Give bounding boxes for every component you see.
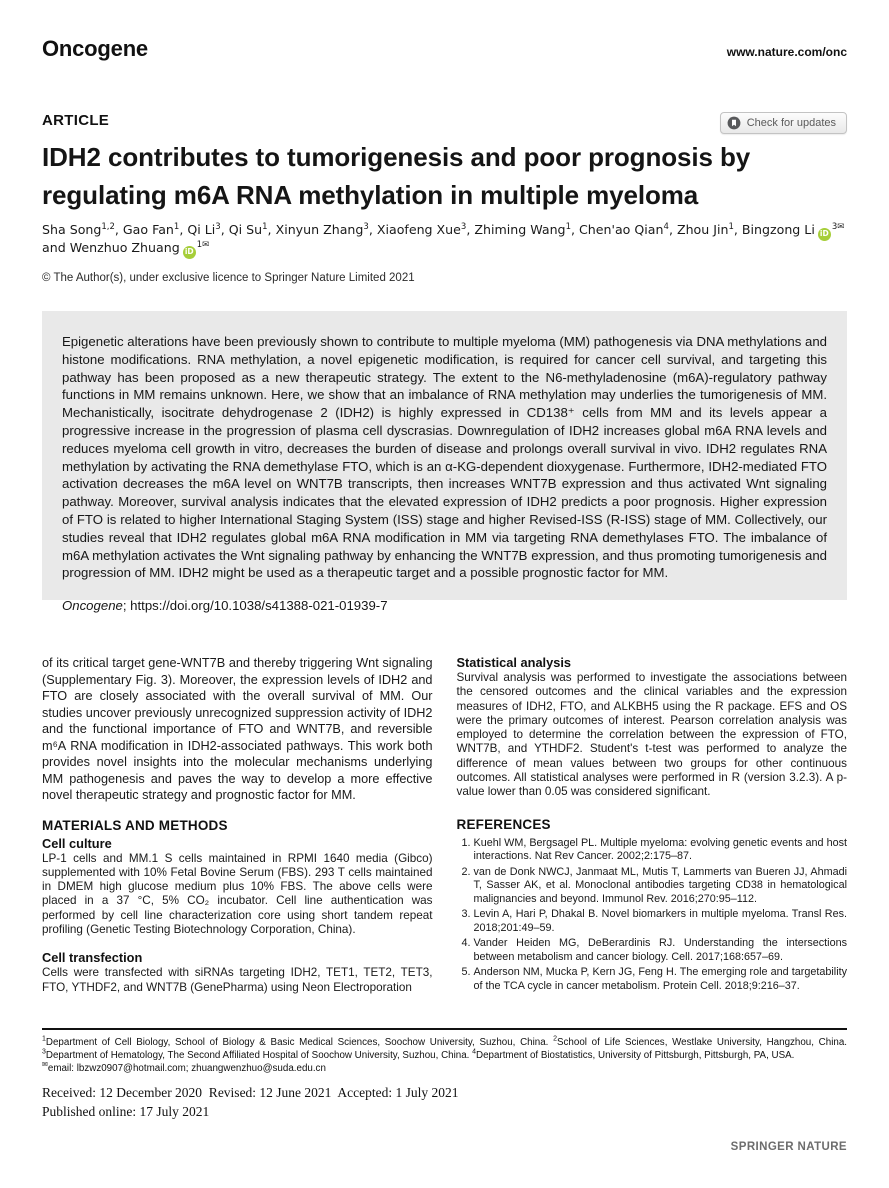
reference-item: 1. Kuehl WM, Bergsagel PL. Multiple myeloma: evolving genetic events and host interactions. Nat Rev Cancer. 2002;2:175–87.: [474, 837, 848, 864]
left-column: [42, 655, 433, 1008]
author-name: Zhiming Wang: [474, 222, 566, 237]
right-column: [457, 655, 848, 1008]
author-affiliation-sup: 1: [565, 221, 571, 232]
materials-methods-heading: MATERIALS AND METHODS: [42, 817, 228, 833]
reference-item: 5. Anderson NM, Mucka P, Kern JG, Feng H. The emerging role and targetability of the TCA cycle in cancer metabolism. Protein Cell. 2018;9:216–37.: [474, 966, 848, 993]
author-affiliation-sup: 4: [663, 221, 669, 232]
check-for-updates-label: Check for updates: [746, 117, 836, 129]
article-title-line2: regulating m6A RNA methylation in multiple myeloma: [42, 180, 699, 211]
check-for-updates-badge[interactable]: [720, 112, 847, 134]
affiliation-sup: 2: [553, 1035, 557, 1043]
author-name: Bingzong Li: [741, 222, 815, 237]
author-name: Wenzhuo Zhuang: [69, 240, 180, 255]
copyright-line: © The Author(s), under exclusive licence to Springer Nature Limited 2021: [42, 272, 415, 284]
reference-item: 2. van de Donk NWCJ, Janmaat ML, Mutis T, Lammerts van Bueren JJ, Ahmadi T, Sasser AK, et al. Monoclonal antibodies targeting CD38 in hematological malignancies and beyond. Immunol Rev. 2016;270:95–112.: [474, 866, 848, 907]
author-name: Sha Song: [42, 222, 102, 237]
article-title: [42, 138, 832, 215]
cell-culture-heading: Cell culture: [42, 835, 112, 851]
author-name: Gao Fan: [122, 222, 174, 237]
received-dates-line: Received: 12 December 2020 Revised: 12 June 2021 Accepted: 1 July 2021: [42, 1085, 459, 1100]
cell-culture-paragraph: LP-1 cells and MM.1 S cells maintained in RPMI 1640 media (Gibco) supplemented with 10% Fetal Bovine Serum (FBS). 293 T cells maintained in DMEM high glucose medium plus 10% FBS. The above cells were placed in a 37 °C, 5% CO₂ incubator. Cell line authentication was performed by cell line characterization core using short tandem repeat profiling (Genetic Testing Biotechnology Corporation, China).: [42, 851, 433, 936]
journal-url-link[interactable]: www.nature.com/onc: [726, 45, 847, 59]
orcid-icon[interactable]: iD: [183, 246, 196, 259]
author-affiliation-sup: 3: [460, 221, 467, 232]
article-type-row: [42, 112, 847, 134]
article-title-line1: IDH2 contributes to tumorigenesis and poor prognosis by: [42, 142, 751, 172]
intro-continuation-paragraph: of its critical target gene-WNT7B and thereby triggering Wnt signaling (Supplementary Fig. 3). Moreover, the expression levels of IDH2 and FTO are closely associated with the overall survival of MM. Our studies uncover previously unrecognized suppression activity of IDH2 and the functional importance of FTO and WNT7B, and reversible m⁶A RNA modification in IDH2-associated pathways. This work both provides novel insights into the molecular mechanisms underlying MM pathogenesis and paves the way to develop a more effective novel therapeutic strategy and prognostic factor for MM.: [42, 656, 433, 802]
article-type-label: ARTICLE: [42, 112, 110, 129]
doi-line: [62, 598, 827, 613]
author-name: Xiaofeng Xue: [376, 222, 461, 237]
author-name: Qi Li: [187, 222, 216, 237]
author-affiliation-sup: 1: [262, 221, 268, 232]
springer-nature-logo: SPRINGER NATURE: [730, 1141, 847, 1153]
author-affiliation-email-sup: 1✉: [196, 239, 210, 250]
abstract-text: Epigenetic alterations have been previously shown to contribute to multiple myeloma (MM) pathogenesis via DNA methylations and histone modifications. RNA methylation, a novel epigenetic modification, is required for cancer cell survival, and targeting this pathway has been proposed as a new therapeutic strategy. The extent to the N6-methyladenosine (m6A)-regulatory pathway functions in MM remains unknown. Here, we show that an imbalance of RNA methylation may underlies the tumorigenesis of MM. Mechanistically, isocitrate dehydrogenase 2 (IDH2) is highly expressed in CD138⁺ cells from MM and its levels appear a progressive increase in the progression of plasma cell dyscrasias. Downregulation of IDH2 increases global m6A RNA levels and reduces myeloma cell growth in vitro, decreases the burden of disease and prolongs overall survival in vivo. IDH2 regulates RNA methylation by activating the RNA demethylase FTO, which is an α-KG-dependent dioxygenase. Furthermore, IDH2-mediated FTO activation decreases the m6A level on WNT7B transcripts, then increases WNT7B expression and thus activated Wnt signaling pathway. Moreover, survival analysis indicates that the elevated expression of IDH2 predicts a poor prognosis. Higher expression of FTO is related to higher International Staging System (ISS) stage and higher Revised-ISS (R-ISS) stage of MM. Collectively, our studies reveal that IDH2 regulates global m6A RNA modification in MM via targeting RNA demethylases FTO. The imbalance of m6A methylation activates the Wnt signaling pathway by enhancing the WNT7B expression, and thus promoting tumorigenesis and progression of MM. IDH2 might be used as a therapeutic target and a possible prognostic factor for MM.: [62, 334, 827, 581]
author-affiliation-email-sup: 3✉: [831, 221, 845, 232]
cell-transfection-heading: Cell transfection: [42, 950, 143, 966]
author-list: Sha Song$^{1,2}$, Gao Fan$^1$, Qi Li$^3$, Qi Su$^1$, Xinyun Zhang$^3$, Xiaofeng Xue$^3$, Zhiming Wang$^1$, Chen'ao Qian$^4$, Zhou Jin$^1$, Bingzong Li $iD^{3✉}$ and Wenzhuo Zhuang $iD^{1✉}$: [42, 221, 847, 257]
affiliation-sup: 3: [42, 1048, 46, 1056]
statistical-analysis-heading: Statistical analysis: [456, 655, 572, 670]
journal-name: Oncogene: [42, 36, 148, 61]
affiliation-sup: 4: [472, 1048, 477, 1056]
author-name: Xinyun Zhang: [275, 222, 364, 237]
references-heading: REFERENCES: [456, 816, 551, 832]
page-header: [42, 36, 847, 62]
cell-transfection-paragraph: Cells were transfected with siRNAs targeting IDH2, TET1, TET2, TET3, FTO, YTHDF2, and WNT7B (GenePharma) using Neon Electroporation: [42, 966, 433, 994]
email-footnote[interactable]: ✉email: lbzwz0907@hotmail.com; zhuangwenzhuo@suda.edu.cn: [42, 1061, 326, 1074]
statistical-analysis-paragraph: Survival analysis was performed to investigate the associations between the censored outcomes and the clinical variables and the expression measures of IDH2, FTO, and ALKBH5 using the R package. EFS and OS were the primary outcomes of interest. Pearson correlation analysis was employed to determine the correlation between the expression of FTO, WNT7B, and YTHDF2. Student's t-test was performed to analyze the difference of mean values between two groups for other continuous outcomes. All statistical analyses were performed in R (version 3.2.3). A p-value lower than 0.05 was considered significant.: [456, 671, 847, 799]
orcid-icon[interactable]: iD: [818, 228, 831, 241]
reference-item: 3. Levin A, Hari P, Dhakal B. Novel biomarkers in multiple myeloma. Transl Res. 2018;201:49–59.: [474, 908, 848, 935]
author-affiliation-sup: 3: [363, 221, 369, 232]
doi-link[interactable]: ; https://doi.org/10.1038/s41388-021-01939-7: [122, 598, 388, 614]
author-name: Qi Su: [228, 222, 263, 237]
author-affiliation-sup: 1: [173, 221, 180, 232]
abstract-box: [42, 311, 847, 614]
check-for-updates-icon: [727, 116, 741, 130]
author-affiliation-sup: 1: [728, 221, 734, 232]
author-name: Chen'ao Qian: [579, 222, 664, 237]
footnote-divider: [42, 1028, 847, 1030]
published-online-line: Published online: 17 July 2021: [42, 1104, 210, 1119]
author-affiliation-sup: 3: [215, 221, 221, 232]
reference-list: [457, 837, 848, 994]
reference-item: 4. Vander Heiden MG, DeBerardinis RJ. Understanding the intersections between metabolism and cancer biology. Cell. 2017;168:657–69.: [474, 937, 848, 964]
affiliation-sup: 1: [42, 1035, 46, 1043]
email-icon: ✉: [42, 1061, 48, 1069]
author-affiliation-sup: 1,2: [101, 221, 115, 232]
author-name: Zhou Jin: [676, 222, 729, 237]
affiliations-footnote: $^1$Department of Cell Biology, School of Biology & Basic Medical Sciences, Soochow University, Suzhou, China. $^2$School of Life Sciences, Westlake University, Hangzhou, China. $^3$Department of Hematology, The Second Affiliated Hospital of Soochow University, Suzhou, China. $^4$Department of Biostatistics, University of Pittsburgh, Pittsburgh, PA, USA. ✉email: lbzwz0907@hotmail.com; zhuangwenzhuo@suda.edu.cn: [42, 1035, 847, 1074]
journal-name-italic: Oncogene: [62, 598, 123, 614]
body-columns: [42, 655, 847, 1008]
